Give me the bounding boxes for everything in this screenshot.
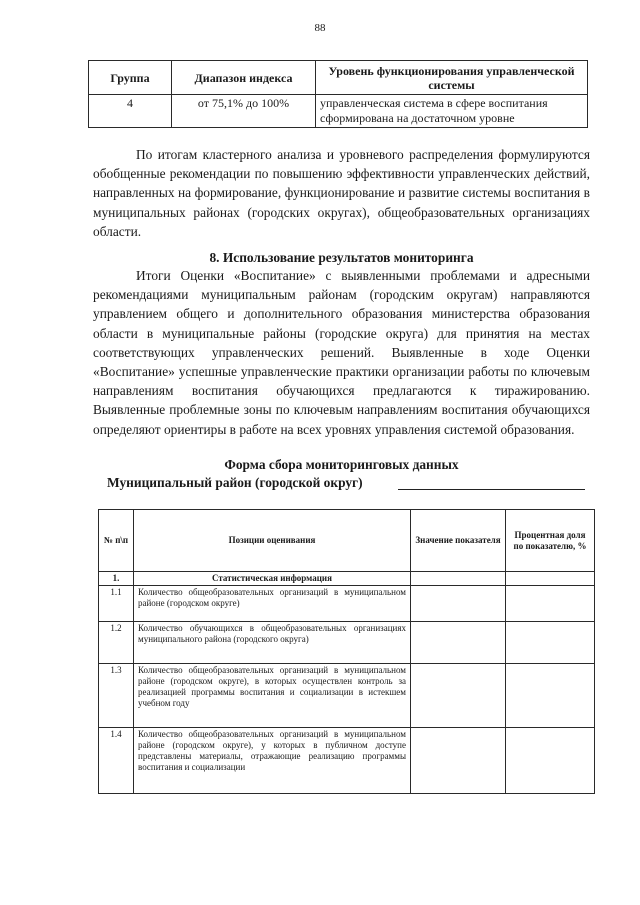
- form-table: [98, 509, 595, 794]
- table-row: [99, 664, 595, 728]
- percent-cell[interactable]: [506, 572, 595, 586]
- paragraph-recommendations: [93, 145, 590, 241]
- table-row: [99, 586, 595, 622]
- value-cell[interactable]: [411, 728, 506, 794]
- paragraph-1-text: По итогам кластерного анализа и уровневого распределения формулируются обобщенные рекомендации по повышению эффективности управленческих действий, направленных на формирование, функционирование и развитие системы воспитания в муниципальных районах (городских округах), общеобразовательных организациях области.: [93, 147, 590, 239]
- header-positions: Позиции оценивания: [134, 510, 411, 572]
- paragraph-monitoring: [93, 266, 590, 439]
- header-value: Значение показателя: [411, 510, 506, 572]
- cell-group: 4: [89, 95, 172, 128]
- level-table: [88, 60, 588, 128]
- page-number: 88: [314, 22, 326, 34]
- row-number: 1.4: [99, 728, 134, 794]
- value-cell[interactable]: [411, 572, 506, 586]
- paragraph-2-text: Итоги Оценки «Воспитание» с выявленными проблемами и адресными рекомендациями муниципальным районам (городским округам) направляются управлением общего и дополнительного образования министерства образования области в муниципальные районы (городские округа) для принятия на местах соответствующих управленческих решений. Выявленные в ходе Оценки «Воспитание» успешные управленческие практики организации работы по ключевым направлениям воспитания обучающихся предлагаются к тиражированию. Выявленные проблемные зоны по ключевым направлениям воспитания обучающихся определяют ориентиры в работе на всех уровнях управления системой образования.: [93, 268, 590, 437]
- percent-cell[interactable]: [506, 586, 595, 622]
- row-number: 1.3: [99, 664, 134, 728]
- table-row: [99, 622, 595, 664]
- row-text: Количество общеобразовательных организаций в муниципальном районе (городском округе), у которых в публичном доступе представлены материалы, отражающие реализацию программы воспитания и социализации: [134, 728, 411, 794]
- header-number: № п\п: [99, 510, 134, 572]
- value-cell[interactable]: [411, 622, 506, 664]
- header-percent: Процентная доля по показателю, %: [506, 510, 595, 572]
- district-label: Муниципальный район (городской округ): [107, 475, 363, 490]
- row-number: 1.1: [99, 586, 134, 622]
- row-text: Количество общеобразовательных организаций в муниципальном районе (городском округе): [134, 586, 411, 622]
- row-text: Количество обучающихся в общеобразовательных организациях муниципального района (городского округа): [134, 622, 411, 664]
- row-number: 1.: [99, 572, 134, 586]
- district-fill-line: [398, 489, 585, 490]
- percent-cell[interactable]: [506, 664, 595, 728]
- table-row: [99, 572, 595, 586]
- header-level: Уровень функционирования управленческой системы: [316, 61, 588, 95]
- percent-cell[interactable]: [506, 622, 595, 664]
- cell-range: от 75,1% до 100%: [172, 95, 316, 128]
- value-cell[interactable]: [411, 586, 506, 622]
- row-number: 1.2: [99, 622, 134, 664]
- cell-level: управленческая система в сфере воспитания сформирована на достаточном уровне: [316, 95, 588, 128]
- form-title: Форма сбора мониторинговых данных: [224, 457, 459, 472]
- header-group: Группа: [89, 61, 172, 95]
- value-cell[interactable]: [411, 664, 506, 728]
- section-heading: 8. Использование результатов мониторинга: [209, 250, 474, 265]
- table-row: [99, 728, 595, 794]
- row-text: Количество общеобразовательных организаций в муниципальном районе (городском округе), в которых осуществлен контроль за реализацией программы воспитания и социализации в истекшем учебном году: [134, 664, 411, 728]
- header-range: Диапазон индекса: [172, 61, 316, 95]
- percent-cell[interactable]: [506, 728, 595, 794]
- row-text: Статистическая информация: [134, 572, 411, 586]
